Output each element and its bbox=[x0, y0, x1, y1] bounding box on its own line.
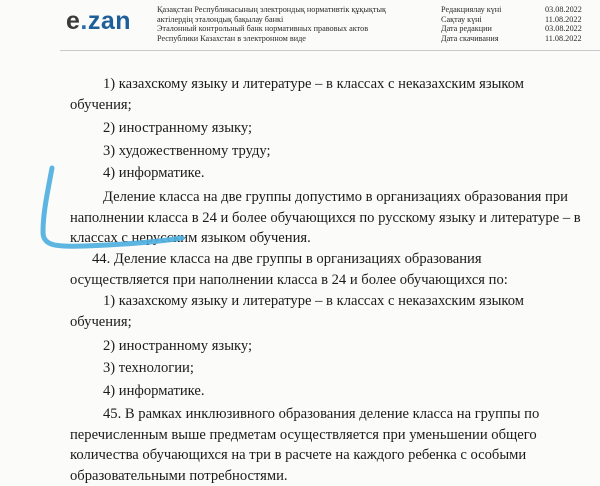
meta-label: Редакциялау күні bbox=[441, 5, 501, 15]
meta-value: 03.08.2022 bbox=[545, 5, 591, 15]
text-line: обучения; bbox=[70, 95, 524, 116]
text-line: наполнении класса в 24 и более обучающихся по русскому языку и литературе – в bbox=[70, 208, 581, 229]
list-item-informatics bbox=[103, 163, 205, 184]
text-line: осуществляется при наполнении класса в 24 и более обучающихся по: bbox=[70, 270, 508, 291]
source-line: Қазақстан Республикасының электрондық нормативтік құқықтық bbox=[157, 5, 427, 15]
text-line: 3) художественному труду; bbox=[103, 141, 271, 162]
source-line: актілердің эталондық бақылау банкі bbox=[157, 15, 427, 25]
list-item-foreign-language bbox=[103, 336, 252, 357]
clause-45 bbox=[103, 404, 539, 486]
source-line: Эталонный контрольный банк нормативных правовых актов bbox=[157, 24, 427, 34]
text-line: 1) казахскому языку и литературе – в классах с неказахским языком bbox=[103, 74, 524, 95]
list-item-art-labor bbox=[103, 141, 271, 162]
meta-value: 11.08.2022 bbox=[545, 34, 591, 44]
division-note bbox=[103, 187, 581, 249]
text-line: 2) иностранному языку; bbox=[103, 336, 252, 357]
list-item-kazakh-language bbox=[103, 291, 524, 332]
source-line: Республики Казахстан в электронном виде bbox=[157, 34, 427, 44]
meta-value: 03.08.2022 bbox=[545, 24, 591, 34]
meta-value: 11.08.2022 bbox=[545, 15, 591, 25]
text-line: 4) информатике. bbox=[103, 381, 205, 402]
list-item-informatics bbox=[103, 381, 205, 402]
text-line: 44. Деление класса на две группы в организациях образования bbox=[92, 249, 508, 270]
meta-label: Дата скачивания bbox=[441, 34, 499, 44]
meta-label: Сақтау күні bbox=[441, 15, 482, 25]
text-line: 1) казахскому языку и литературе – в классах с неказахским языком bbox=[103, 291, 524, 312]
text-line: перечисленным выше предметам осуществляется при уменьшении общего bbox=[70, 425, 539, 446]
logo-e: e bbox=[66, 7, 80, 35]
text-line: 45. В рамках инклюзивного образования деление класса на группы по bbox=[103, 404, 539, 425]
logo-dot: . bbox=[80, 7, 87, 35]
list-item-technology bbox=[103, 358, 194, 379]
text-line: обучения; bbox=[70, 312, 524, 333]
text-line: Деление класса на две группы допустимо в организациях образования при bbox=[103, 187, 581, 208]
list-item-kazakh-language bbox=[103, 74, 524, 115]
text-line: количества обучающихся на три в расчете на каждого ребенка с особыми bbox=[70, 445, 539, 466]
list-item-foreign-language bbox=[103, 118, 252, 139]
text-line: 4) информатике. bbox=[103, 163, 205, 184]
text-line: образовательными потребностями. bbox=[70, 466, 539, 486]
logo-zan: zan bbox=[88, 7, 131, 35]
text-line: классах с нерусским языком обучения. bbox=[70, 228, 581, 249]
text-line: 3) технологии; bbox=[103, 358, 194, 379]
clause-44 bbox=[92, 249, 508, 290]
text-line: 2) иностранному языку; bbox=[103, 118, 252, 139]
meta-label: Дата редакции bbox=[441, 24, 492, 34]
